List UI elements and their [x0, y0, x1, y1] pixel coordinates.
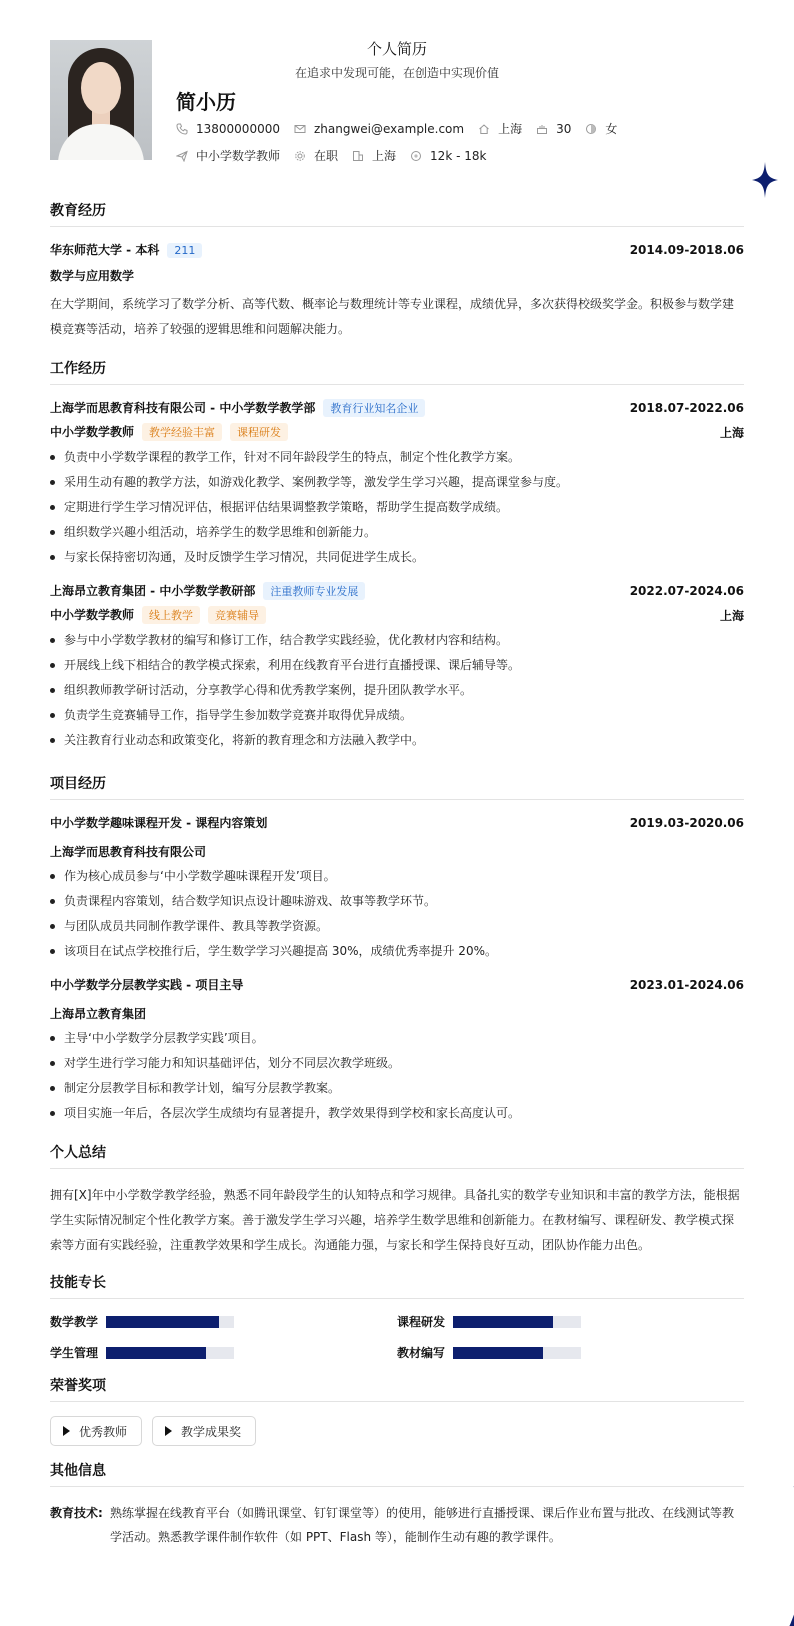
building-icon — [352, 150, 364, 162]
list-item: 采用生动有趣的教学方法，如游戏化教学、案例教学等，激发学生学习兴趣，提高课堂参与度。 — [50, 470, 744, 495]
company-name: 上海昂立教育集团 - 中小学数学教研部 — [50, 584, 256, 598]
job-text: 中小学数学教师 — [196, 149, 281, 163]
list-item: 负责课程内容策划，结合数学知识点设计趣味游戏、故事等教学环节。 — [50, 889, 744, 914]
skill-name: 数学教学 — [50, 1315, 99, 1329]
salary-text: 12k - 18k — [430, 148, 487, 163]
role-tag: 课程研发 — [230, 423, 288, 441]
list-item: 对学生进行学习能力和知识基础评估，划分不同层次教学班级。 — [50, 1051, 744, 1076]
work-item — [50, 399, 744, 570]
coin-icon — [410, 150, 422, 162]
company-tag: 教育行业知名企业 — [323, 399, 425, 417]
list-item: 参与中小学数学教材的编写和修订工作，结合教学实践经验，优化教材内容和结构。 — [50, 628, 744, 653]
list-item: 主导‘中小学数学分层教学实践’项目。 — [50, 1026, 744, 1051]
role-row — [50, 423, 744, 441]
project-bullets — [50, 864, 744, 964]
education-section — [50, 200, 744, 342]
project-bullets — [50, 1026, 744, 1126]
work-city: 上海 — [719, 425, 744, 440]
list-item: 组织教师教学研讨活动，分享教学心得和优秀教学案例，提升团队教学水平。 — [50, 678, 744, 703]
cake-icon — [536, 123, 548, 135]
skill-bar — [453, 1316, 581, 1328]
phone-icon — [176, 123, 188, 135]
email-text: zhangwei@example.com — [313, 121, 465, 136]
email-info — [294, 122, 464, 136]
honor-badge — [50, 1416, 142, 1446]
location-text: 上海 — [498, 122, 523, 136]
section-title: 其他信息 — [50, 1460, 744, 1487]
list-item: 作为核心成员参与‘中小学数学趣味课程开发’项目。 — [50, 864, 744, 889]
salary-info — [410, 149, 486, 163]
role-line — [50, 423, 288, 441]
triangle-right-icon — [63, 1426, 70, 1436]
skill-item — [397, 1344, 744, 1361]
list-item: 定期进行学生学习情况评估，根据评估结果调整教学策略，帮助学生提高数学成绩。 — [50, 495, 744, 520]
project-header — [50, 814, 744, 831]
skill-bar — [106, 1347, 234, 1359]
section-title: 教育经历 — [50, 200, 744, 227]
location-info — [478, 120, 522, 137]
other-label: 教育技术: — [50, 1506, 103, 1520]
school-name: 华东师范大学 - 本科 — [50, 243, 160, 257]
work-date: 2018.07-2022.06 — [629, 401, 744, 415]
section-title: 荣誉奖项 — [50, 1375, 744, 1402]
gear-icon — [294, 150, 306, 162]
section-title: 工作经历 — [50, 358, 744, 385]
project-org: 上海昂立教育集团 — [50, 1007, 147, 1021]
skill-item — [50, 1313, 397, 1330]
phone-info — [176, 122, 280, 136]
skill-name: 教材编写 — [397, 1346, 446, 1360]
phone-text: 13800000000 — [196, 121, 280, 136]
list-item: 项目实施一年后，各层次学生成绩均有显著提升，教学效果得到学校和家长高度认可。 — [50, 1101, 744, 1126]
job-intent-row — [176, 147, 500, 164]
project-org: 上海学而思教育科技有限公司 — [50, 845, 207, 859]
project-date: 2023.01-2024.06 — [629, 977, 744, 992]
summary-text: 拥有[X]年中小学数学教学经验，熟悉不同年龄段学生的认知特点和学习规律。具备扎实的数学专业知识和丰富的教学方法，能根据学生实际情况制定个性化教学方案。善于激发学生学习兴趣，培养学生数学思维和创新能力。在教材编写、课程研发、教学模式探索等方面有实践经验，注重教学效果和学生成长。沟通能力强，与家长和学生保持良好互动，团队协作能力出色。 — [50, 1188, 740, 1252]
role-tag: 线上教学 — [142, 606, 200, 624]
project-item — [50, 814, 744, 964]
list-item: 制定分层教学目标和教学计划，编写分层教学教案。 — [50, 1076, 744, 1101]
skill-name: 学生管理 — [50, 1346, 99, 1360]
school-line — [50, 241, 202, 258]
list-item: 与家长保持密切沟通，及时反馈学生学习情况，共同促进学生成长。 — [50, 545, 744, 570]
mail-icon — [294, 123, 306, 135]
triangle-right-icon — [165, 1426, 172, 1436]
other-text: 熟练掌握在线教育平台（如腾讯课堂、钉钉课堂等）的使用，能够进行直播授课、课后作业布置与批改、在线测试等教学活动。熟悉教学课件制作软件（如 PPT、Flash 等），能制作生动有趣的教学课件。 — [110, 1506, 735, 1544]
education-date: 2014.09-2018.06 — [629, 242, 744, 257]
major-name: 数学与应用数学 — [50, 269, 135, 283]
age-text: 30 — [556, 121, 572, 136]
honors-section — [50, 1375, 744, 1446]
project-header — [50, 976, 744, 993]
role-tag: 竞赛辅导 — [208, 606, 266, 624]
company-line — [50, 399, 425, 417]
role-name: 中小学数学教师 — [50, 608, 135, 622]
resume-header — [50, 0, 744, 200]
honor-label: 优秀教师 — [79, 1424, 128, 1439]
skill-bar — [453, 1347, 581, 1359]
skills-grid — [50, 1313, 744, 1361]
project-section — [50, 773, 744, 1126]
section-title: 项目经历 — [50, 773, 744, 800]
other-row — [50, 1501, 744, 1549]
candidate-name: 简小历 — [176, 90, 236, 114]
section-title: 个人总结 — [50, 1142, 744, 1169]
list-item: 该项目在试点学校推行后，学生数学学习兴趣提高 30%，成绩优秀率提升 20%。 — [50, 939, 744, 964]
send-icon — [176, 150, 188, 162]
honor-label: 教学成果奖 — [181, 1424, 242, 1439]
resume-title: 个人简历 — [366, 40, 427, 58]
list-item: 与团队成员共同制作教学课件、教具等教学资源。 — [50, 914, 744, 939]
skill-item — [397, 1313, 744, 1330]
age-info — [536, 122, 571, 136]
home-icon — [478, 123, 490, 135]
job-info — [176, 147, 280, 164]
skill-fill — [453, 1316, 553, 1328]
role-tag: 教学经验丰富 — [142, 423, 222, 441]
skill-name: 课程研发 — [397, 1315, 446, 1329]
list-item: 负责中小学数学课程的教学工作，针对不同年龄段学生的特点，制定个性化教学方案。 — [50, 445, 744, 470]
work-header — [50, 399, 744, 417]
honors-list — [50, 1416, 744, 1446]
skill-fill — [106, 1347, 206, 1359]
work-city: 上海 — [719, 608, 744, 623]
status-info — [294, 147, 338, 164]
work-item — [50, 582, 744, 753]
skill-item — [50, 1344, 397, 1361]
skill-fill — [453, 1347, 543, 1359]
company-tag: 注重教师专业发展 — [263, 582, 365, 600]
list-item: 开展线上线下相结合的教学模式探索，利用在线教育平台进行直播授课、课后辅导等。 — [50, 653, 744, 678]
summary-section — [50, 1142, 744, 1258]
company-line — [50, 582, 365, 600]
city-info — [352, 147, 396, 164]
education-header — [50, 241, 744, 258]
role-row — [50, 606, 744, 624]
work-section — [50, 358, 744, 753]
gender-text: 女 — [605, 122, 618, 136]
skill-bar — [106, 1316, 234, 1328]
project-date: 2019.03-2020.06 — [629, 815, 744, 830]
status-text: 在职 — [314, 149, 339, 163]
role-line — [50, 606, 266, 624]
company-name: 上海学而思教育科技有限公司 - 中小学数学教学部 — [50, 401, 316, 415]
project-name: 中小学数学分层教学实践 - 项目主导 — [50, 978, 244, 992]
honor-badge — [152, 1416, 256, 1446]
list-item: 关注教育行业动态和政策变化，将新的教育理念和方法融入教学中。 — [50, 728, 744, 753]
project-name: 中小学数学趣味课程开发 - 课程内容策划 — [50, 816, 268, 830]
work-bullets — [50, 445, 744, 570]
education-desc: 在大学期间，系统学习了数学分析、高等代数、概率论与数理统计等专业课程，成绩优异，多次获得校级奖学金。积极参与数学建模竞赛等活动，培养了较强的逻辑思维和问题解决能力。 — [50, 297, 735, 336]
project-item — [50, 976, 744, 1126]
section-title: 技能专长 — [50, 1272, 744, 1299]
school-tag: 211 — [167, 243, 202, 258]
resume-motto: 在追求中发现可能，在创造中实现价值 — [294, 66, 499, 80]
role-name: 中小学数学教师 — [50, 425, 135, 439]
gender-info — [585, 120, 617, 137]
list-item: 组织数学兴趣小组活动，培养学生的数学思维和创新能力。 — [50, 520, 744, 545]
city-text: 上海 — [372, 149, 397, 163]
work-bullets — [50, 628, 744, 753]
gender-icon — [585, 123, 597, 135]
contact-row — [176, 120, 631, 137]
list-item: 负责学生竞赛辅导工作，指导学生参加数学竞赛并取得优异成绩。 — [50, 703, 744, 728]
skill-fill — [106, 1316, 219, 1328]
work-header — [50, 582, 744, 600]
work-date: 2022.07-2024.06 — [629, 584, 744, 598]
other-section — [50, 1460, 744, 1549]
skills-section — [50, 1272, 744, 1361]
